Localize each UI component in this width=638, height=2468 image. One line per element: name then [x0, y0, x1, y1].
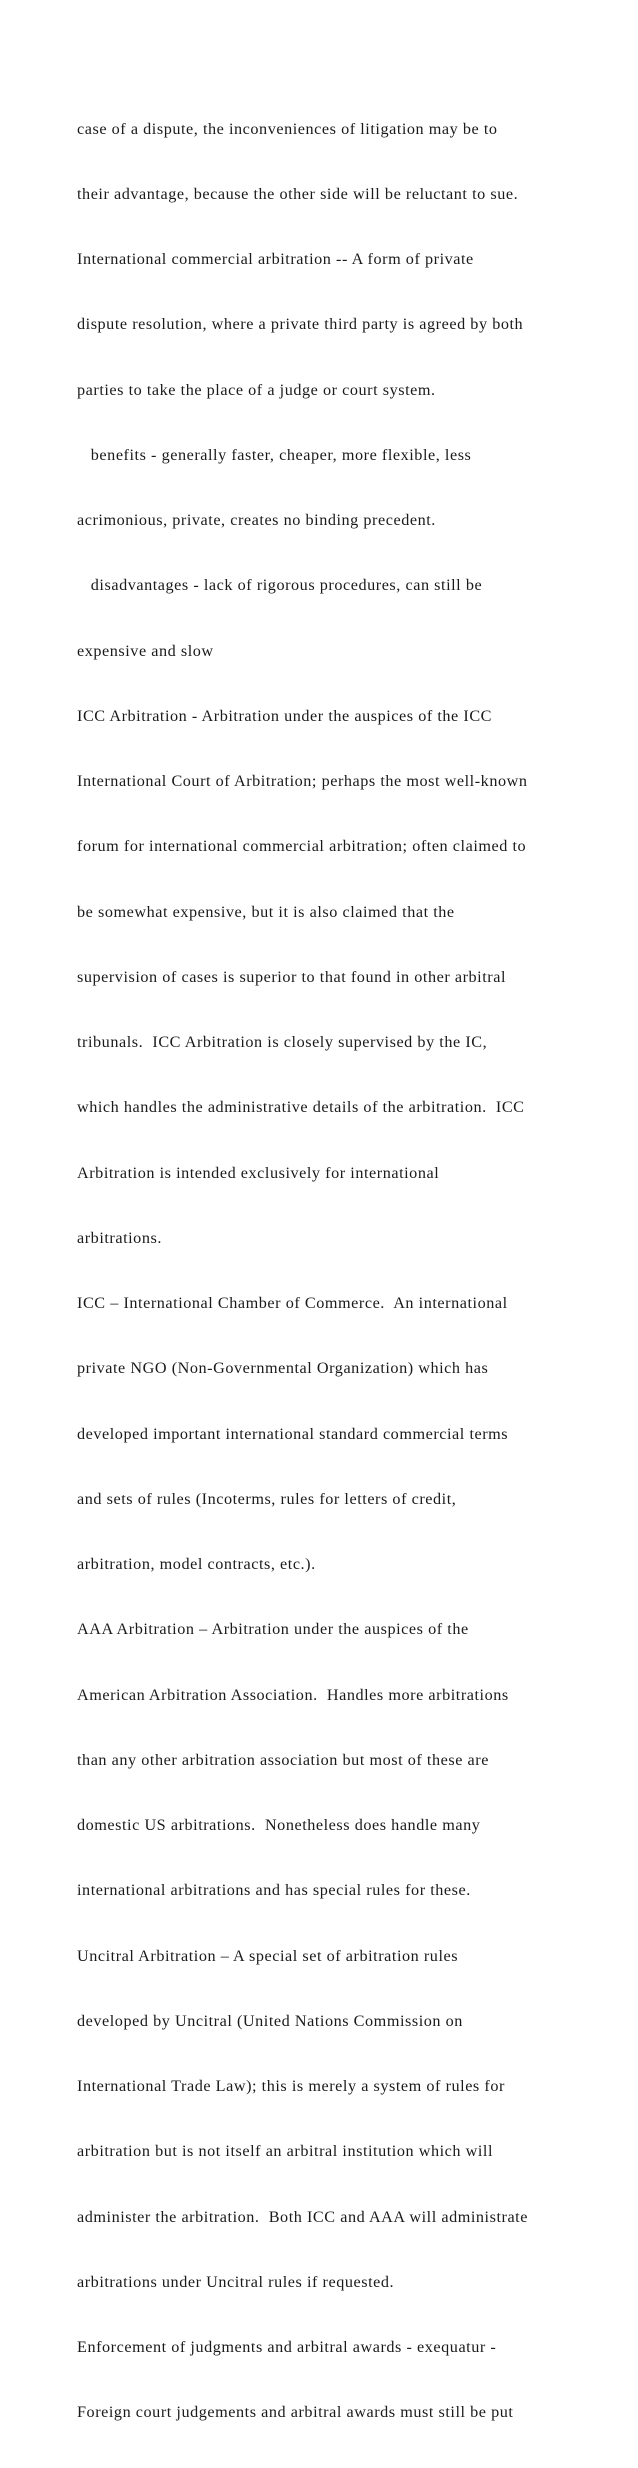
- text-line: which handles the administrative details of the arbitration. ICC: [77, 1098, 525, 1117]
- text-line: developed important international standard commercial terms: [77, 1424, 509, 1443]
- text-line: AAA Arbitration – Arbitration under the auspices of the: [77, 1620, 469, 1639]
- text-line: be somewhat expensive, but it is also claimed that the: [77, 902, 455, 921]
- text-line: International Court of Arbitration; perhaps the most well-known: [77, 772, 528, 790]
- text-line: and sets of rules (Incoterms, rules for letters of credit,: [77, 1489, 457, 1508]
- text-line: ICC – International Chamber of Commerce. An international: [77, 1294, 508, 1312]
- text-line: administer the arbitration. Both ICC and AAA will administrate: [77, 2207, 528, 2226]
- text-line: arbitration, model contracts, etc.).: [77, 1555, 316, 1573]
- text-line: International Trade Law); this is merely a system of rules for: [77, 2077, 505, 2095]
- text-line: dispute resolution, where a private third party is agreed by both: [77, 315, 524, 334]
- text-line: developed by Uncitral (United Nations Commission on: [77, 2011, 463, 2030]
- text-line: supervision of cases is superior to that found in other arbitral: [77, 967, 507, 986]
- text-line: arbitrations under Uncitral rules if requested.: [77, 2272, 395, 2291]
- text-line: their advantage, because the other side will be reluctant to sue.: [77, 184, 519, 203]
- text-line: disadvantages - lack of rigorous procedures, can still be: [77, 576, 483, 595]
- text-line: expensive and slow: [77, 641, 214, 660]
- text-line: tribunals. ICC Arbitration is closely supervised by the IC,: [77, 1033, 488, 1051]
- text-line: private NGO (Non-Governmental Organization) which has: [77, 1359, 489, 1378]
- text-line: domestic US arbitrations. Nonetheless does handle many: [77, 1816, 481, 1834]
- text-line: arbitration but is not itself an arbitral institution which will: [77, 2142, 493, 2161]
- text-line: case of a dispute, the inconveniences of litigation may be to: [77, 119, 498, 138]
- text-line: ICC Arbitration - Arbitration under the auspices of the ICC: [77, 706, 493, 725]
- text-line: acrimonious, private, creates no binding precedent.: [77, 511, 436, 529]
- text-line: International commercial arbitration -- A form of private: [77, 250, 474, 268]
- text-line: benefits - generally faster, cheaper, more flexible, less: [77, 445, 472, 464]
- text-line: Uncitral Arbitration – A special set of arbitration rules: [77, 1946, 459, 1965]
- text-line: forum for international commercial arbitration; often claimed to: [77, 837, 527, 856]
- text-line: Foreign court judgements and arbitral awards must still be put: [77, 2403, 514, 2422]
- document-body: [77, 75, 577, 2468]
- text-line: than any other arbitration association but most of these are: [77, 1750, 489, 1769]
- text-line: international arbitrations and has special rules for these.: [77, 1881, 471, 1900]
- text-line: arbitrations.: [77, 1228, 162, 1247]
- text-line: parties to take the place of a judge or court system.: [77, 380, 436, 399]
- text-line: American Arbitration Association. Handles more arbitrations: [77, 1685, 509, 1704]
- text-line: Arbitration is intended exclusively for international: [77, 1163, 440, 1182]
- text-line: Enforcement of judgments and arbitral awards - exequatur -: [77, 2338, 497, 2356]
